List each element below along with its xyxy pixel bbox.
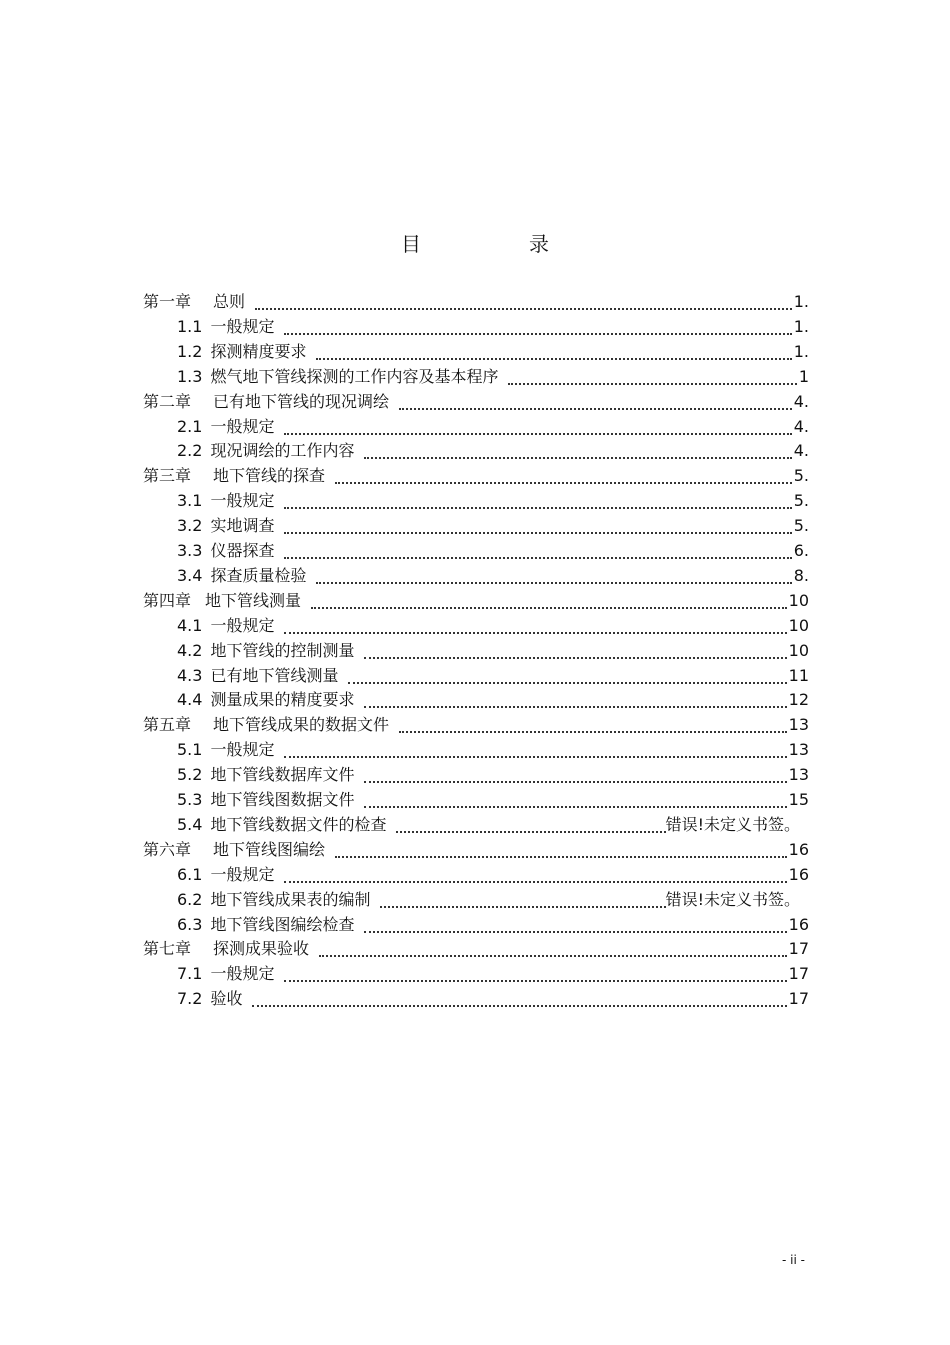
toc-entry-page: 4. — [793, 416, 809, 436]
toc-entry-number: 5.3 — [177, 790, 203, 809]
toc-entry-number: 第五章 — [143, 715, 192, 735]
toc-entry-heading — [143, 715, 389, 735]
toc-entry-heading — [177, 865, 274, 885]
toc-entry-title: 地下管线成果表的编制 — [210, 889, 371, 909]
toc-entry-title: 地下管线数据文件的检查 — [210, 814, 387, 834]
toc-entry-title: 探测成果验收 — [213, 939, 310, 959]
toc-entry-number: 第二章 — [143, 391, 192, 411]
toc-entry-heading — [143, 392, 389, 412]
toc-entry-heading — [177, 616, 274, 636]
toc-entry-page: 10 — [788, 615, 809, 635]
toc-entry-title: 一般规定 — [210, 316, 275, 336]
toc-entry[interactable] — [0, 713, 950, 737]
toc-entry-page: 10 — [788, 590, 809, 610]
toc-entry-page: 1. — [793, 316, 809, 336]
toc-entry-page: 错误!未定义书签。 — [665, 814, 800, 834]
toc-entry-title: 已有地下管线测量 — [210, 665, 339, 685]
toc-entry-heading — [177, 765, 354, 785]
toc-entry-title: 一般规定 — [210, 416, 275, 436]
toc-leader-dots — [364, 704, 787, 708]
toc-entry-page: 12 — [788, 690, 809, 710]
toc-entry-heading — [177, 815, 386, 835]
toc-entry-title: 地下管线图编绘检查 — [210, 914, 355, 934]
toc-entry-number: 第四章 — [143, 590, 192, 610]
toc-leader-dots — [396, 829, 666, 833]
toc-entry-page: 1. — [793, 292, 809, 311]
toc-entry[interactable] — [0, 365, 950, 389]
toc-entry-number: 4.3 — [177, 665, 203, 685]
toc-entry[interactable] — [0, 937, 950, 961]
toc-entry[interactable] — [0, 813, 950, 837]
toc-entry-page: 16 — [788, 864, 809, 884]
toc-entry-page: 5. — [793, 466, 809, 486]
toc-entry-heading — [177, 915, 354, 935]
toc-leader-dots — [508, 381, 797, 385]
toc-entry[interactable] — [0, 763, 950, 787]
toc-entry[interactable] — [0, 439, 950, 463]
toc-entry-number: 第六章 — [143, 839, 192, 859]
toc-entry-title: 测量成果的精度要求 — [210, 690, 355, 710]
toc-entry-number: 2.2 — [177, 441, 203, 461]
toc-entry[interactable] — [0, 738, 950, 762]
toc-entry-number: 7.1 — [177, 964, 203, 984]
toc-entry-title: 仪器探查 — [210, 541, 275, 560]
toc-entry-heading — [177, 541, 274, 561]
toc-leader-dots — [284, 555, 792, 559]
toc-entry-number: 2.1 — [177, 416, 203, 436]
toc-leader-dots — [335, 480, 792, 484]
toc-entry-heading — [177, 740, 274, 760]
toc-entry[interactable] — [0, 863, 950, 887]
toc-leader-dots — [364, 455, 792, 459]
toc-entry[interactable] — [0, 315, 950, 339]
toc-entry[interactable] — [0, 913, 950, 937]
toc-entry-page: 错误!未定义书签。 — [665, 889, 800, 909]
toc-leader-dots — [284, 505, 792, 509]
toc-entry-title: 燃气地下管线探测的工作内容及基本程序 — [210, 366, 499, 386]
toc-leader-dots — [364, 929, 787, 933]
toc-entry[interactable] — [0, 987, 950, 1011]
toc-entry-title: 验收 — [210, 989, 243, 1009]
toc-entry-page: 17 — [788, 989, 809, 1009]
toc-entry-number: 5.2 — [177, 765, 203, 785]
toc-entry-number: 7.2 — [177, 989, 203, 1009]
toc-entry-page: 15 — [788, 790, 809, 809]
toc-entry-number: 6.3 — [177, 914, 203, 934]
toc-leader-dots — [284, 530, 792, 534]
toc-entry-number: 4.1 — [177, 615, 203, 635]
toc-entry-title: 地下管线成果的数据文件 — [213, 715, 390, 735]
toc-entry-heading — [177, 342, 306, 362]
toc-entry-number: 3.1 — [177, 491, 203, 511]
toc-entry-page: 16 — [788, 914, 809, 934]
toc-leader-dots — [284, 879, 787, 883]
toc-leader-dots — [255, 306, 792, 310]
toc-entry-heading — [177, 790, 354, 810]
toc-entry[interactable] — [0, 664, 950, 688]
toc-entry-page: 4. — [793, 391, 809, 411]
toc-entry-page: 6. — [793, 541, 809, 560]
toc-leader-dots — [284, 978, 787, 982]
toc-entry-heading — [143, 466, 325, 486]
toc-leader-dots — [311, 605, 787, 609]
toc-leader-dots — [319, 953, 787, 957]
toc-leader-dots — [364, 655, 787, 659]
toc-entry-page: 8. — [793, 565, 809, 585]
toc-entry-number: 3.4 — [177, 565, 203, 585]
toc-entry-title: 总则 — [213, 292, 246, 311]
toc-entry[interactable] — [0, 639, 950, 663]
toc-entry[interactable] — [0, 489, 950, 513]
toc-entry-page: 13 — [788, 740, 809, 760]
toc-entry-title: 一般规定 — [210, 864, 275, 884]
toc-entry-title: 已有地下管线的现况调绘 — [213, 391, 390, 411]
toc-leader-dots — [284, 754, 787, 758]
toc-entry-title: 一般规定 — [210, 615, 275, 635]
toc-entry-number: 1.1 — [177, 316, 203, 336]
toc-entry-title: 地下管线图编绘 — [213, 839, 326, 859]
toc-entry-page: 17 — [788, 939, 809, 959]
toc-entry[interactable] — [0, 888, 950, 912]
toc-entry-title: 探查质量检验 — [210, 565, 307, 585]
toc-entry-heading — [177, 890, 370, 910]
toc-entry-page: 4. — [793, 441, 809, 461]
toc-entry-page: 5. — [793, 491, 809, 511]
toc-entry-heading — [177, 417, 274, 437]
toc-entry[interactable] — [0, 390, 950, 414]
toc-entry[interactable] — [0, 539, 950, 563]
toc-entry-title: 地下管线的探查 — [213, 466, 326, 486]
toc-entry-title: 地下管线的控制测量 — [210, 640, 355, 660]
toc-entry-title: 实地调查 — [210, 516, 275, 536]
toc-entry-heading — [177, 989, 242, 1009]
toc-entry[interactable] — [0, 614, 950, 638]
toc-entry-page: 16 — [788, 839, 809, 859]
toc-leader-dots — [380, 904, 666, 908]
toc-leader-dots — [284, 630, 787, 634]
toc-entry-number: 第七章 — [143, 939, 192, 959]
toc-entry-page: 11 — [788, 665, 809, 685]
toc-entry-heading — [177, 964, 274, 984]
toc-entry-title: 一般规定 — [210, 740, 275, 760]
toc-entry-page: 5. — [793, 516, 809, 536]
toc-entry[interactable] — [0, 415, 950, 439]
toc-entry-title: 地下管线数据库文件 — [210, 765, 355, 785]
toc-entry-heading — [177, 690, 354, 710]
toc-entry-number: 3.2 — [177, 516, 203, 536]
toc-leader-dots — [284, 431, 792, 435]
toc-entry-number: 5.4 — [177, 814, 203, 834]
toc-entry-number: 6.1 — [177, 864, 203, 884]
toc-leader-dots — [316, 580, 792, 584]
toc-entry-page: 13 — [788, 715, 809, 735]
toc-leader-dots — [316, 356, 792, 360]
toc-entry-heading — [143, 939, 309, 959]
toc-entry-title: 一般规定 — [210, 964, 275, 984]
toc-entry[interactable] — [0, 838, 950, 862]
toc-entry-heading — [177, 641, 354, 661]
toc-entry-heading — [177, 491, 274, 511]
toc-entry[interactable] — [0, 464, 950, 488]
toc-entry-number: 1.2 — [177, 341, 203, 361]
toc-entry-number: 4.4 — [177, 690, 203, 710]
toc-entry-number: 6.2 — [177, 889, 203, 909]
toc-leader-dots — [399, 729, 787, 733]
toc-entry-title: 探测精度要求 — [210, 341, 307, 361]
toc-entry-number: 1.3 — [177, 366, 203, 386]
toc-entry-heading — [143, 591, 301, 611]
toc-entry-page: 13 — [788, 765, 809, 785]
toc-entry-page: 1 — [798, 366, 809, 386]
toc-leader-dots — [348, 680, 787, 684]
toc-entry-number: 第一章 — [143, 292, 192, 311]
toc-entry[interactable] — [0, 514, 950, 538]
toc-leader-dots — [399, 406, 792, 410]
toc-entry-heading — [177, 666, 338, 686]
toc-entry[interactable] — [0, 788, 950, 812]
toc-entry-title: 地下管线图数据文件 — [210, 790, 355, 809]
toc-entry-number: 3.3 — [177, 541, 203, 560]
toc-leader-dots — [252, 1003, 787, 1007]
toc-entry-page: 1. — [793, 341, 809, 361]
toc-entry-heading — [143, 840, 325, 860]
toc-entry-heading — [177, 317, 274, 337]
toc-leader-dots — [335, 854, 787, 858]
toc-entry[interactable] — [0, 962, 950, 986]
toc-entry-number: 第三章 — [143, 466, 192, 486]
page-title: 目 录 — [401, 232, 593, 256]
toc-entry-title: 现况调绘的工作内容 — [210, 441, 355, 461]
toc-entry-page: 17 — [788, 964, 809, 984]
toc-entry-heading — [177, 441, 354, 461]
toc-entry-heading — [177, 367, 498, 387]
toc-entry-number: 4.2 — [177, 640, 203, 660]
toc-entry-heading — [177, 516, 274, 536]
toc-entry-page: 10 — [788, 640, 809, 660]
toc-entry[interactable] — [0, 564, 950, 588]
toc-entry-heading — [177, 566, 306, 586]
toc-leader-dots — [364, 804, 787, 808]
toc-entry[interactable] — [0, 290, 950, 314]
toc-entry[interactable] — [0, 340, 950, 364]
toc-entry-heading — [143, 292, 245, 312]
toc-entry-number: 5.1 — [177, 740, 203, 760]
toc-leader-dots — [364, 779, 787, 783]
toc-entry[interactable] — [0, 688, 950, 712]
toc-entry[interactable] — [0, 589, 950, 613]
page-number-footer: - ii - — [782, 1253, 805, 1267]
toc-leader-dots — [284, 331, 792, 335]
toc-entry-title: 一般规定 — [210, 491, 275, 511]
toc-entry-title: 地下管线测量 — [205, 590, 302, 610]
